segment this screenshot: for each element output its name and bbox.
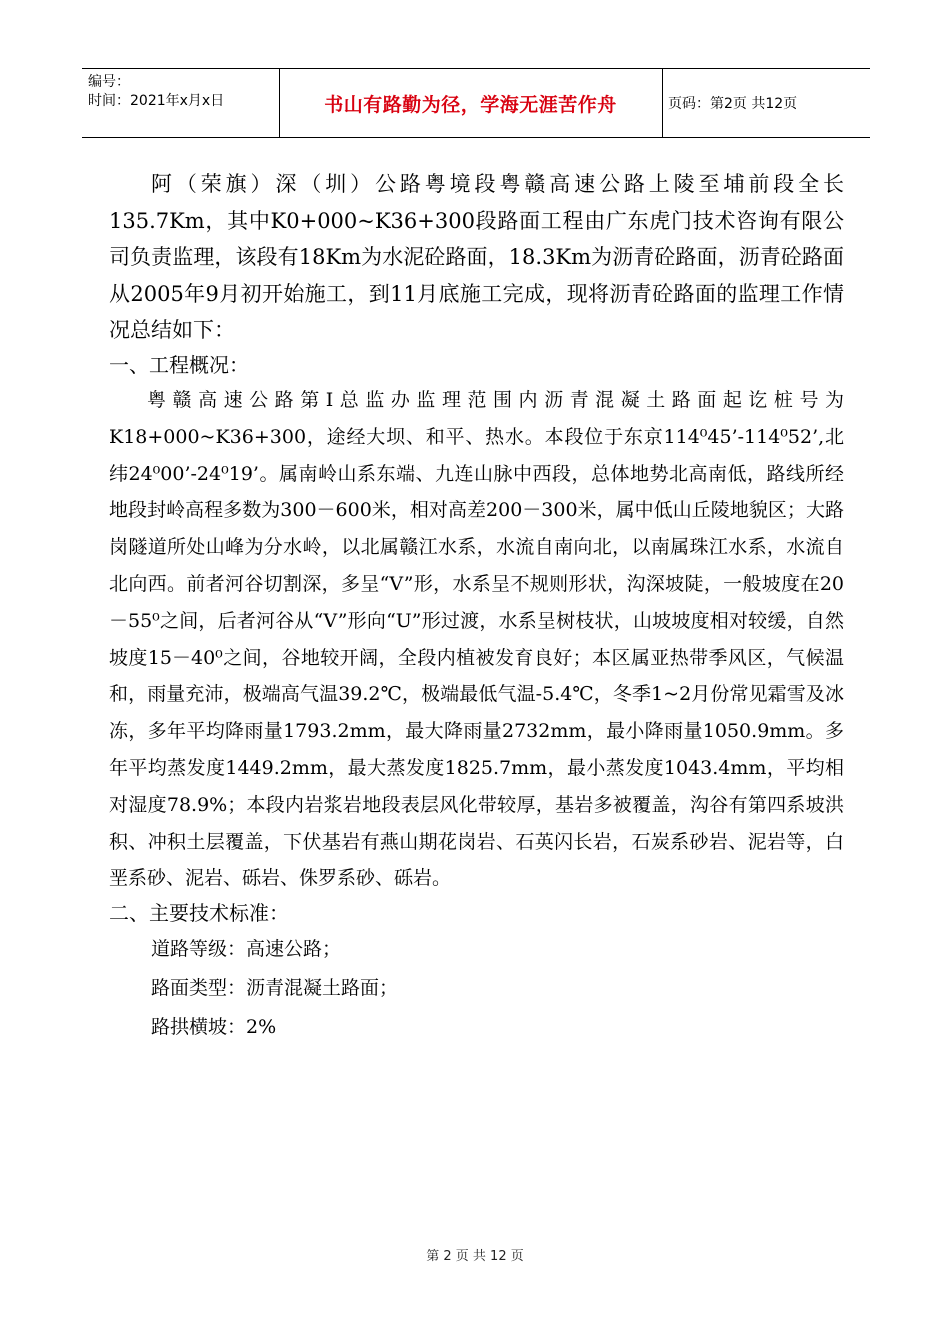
standard-item-road-grade: 道路等级：高速公路； [151, 938, 342, 961]
standard-item-crown-slope: 路拱横坡：2% [151, 1016, 277, 1039]
document-number-label: 编号： [88, 74, 130, 90]
document-body [109, 166, 844, 1047]
header-meta [88, 73, 224, 111]
document-date-label: 时间：2021年x月x日 [88, 93, 225, 109]
section-heading-standards: 二、主要技术标准： [109, 901, 289, 926]
overview-paragraph: 粤赣高速公路第I总监办监理范围内沥青混凝土路面起讫桩号为K18+000~K36+300，途经大坝、和平、热水。本段位于东京114⁰45’-114⁰52’,北纬24⁰00’-24⁰19’。属南岭山系东端、九连山脉中西段，总体地势北高南低，路线所经地段封岭高程多数为300－600米，相对高差200－300米，属中低山丘陵地貌区；大路岗隧道所处山峰为分水岭，以北属赣江水系，水流自南向北，以南属珠江水系，水流自北向西。前者河谷切割深，多呈“V”形，水系呈不规则形状，沟深坡陡，一般坡度在20－55⁰之间，后者河谷从“V”形向“U”形过渡，水系呈树枝状，山坡坡度相对较缓，自然坡度15－40⁰之间，谷地较开阔，全段内植被发育良好；本区属亚热带季风区，气候温和，雨量充沛，极端高气温39.2℃，极端最低气温-5.4℃，冬季1~2月份常见霜雪及冰冻，多年平均降雨量1793.2mm，最大降雨量2732mm，最小降雨量1050.9mm。多年平均蒸发度1449.2mm，最大蒸发度1825.7mm，最小蒸发度1043.4mm，平均相对湿度78.9%；本段内岩浆岩地段表层风化带较厚，基岩多被覆盖，沟谷有第四系坡洪积、冲积土层覆盖，下伏基岩有燕山期花岗岩、石英闪长岩，石炭系砂岩、泥岩等，白垩系砂、泥岩、砾岩、侏罗系砂、砾岩。 [109, 388, 844, 890]
header-motto: 书山有路勤为径，学海无涯苦作舟 [324, 93, 617, 116]
page-footer: 第 2 页 共 12 页 [426, 1249, 524, 1264]
header-divider [662, 69, 663, 137]
section-heading-overview: 一、工程概况： [109, 352, 249, 377]
intro-paragraph: 阿（荣旗）深（圳）公路粤境段粤赣高速公路上陵至埔前段全长135.7Km，其中K0+000~K36+300段路面工程由广东虎门技术咨询有限公司负责监理，该段有18Km为水泥砼路面，18.3Km为沥青砼路面，沥青砼路面从2005年9月初开始施工，到11月底施工完成，现将沥青砼路面的监理工作情况总结如下： [109, 172, 844, 343]
page-header [82, 68, 870, 138]
header-page-label: 页码：第2页 共12页 [668, 96, 798, 112]
standard-item-pavement-type: 路面类型：沥青混凝土路面； [151, 977, 399, 1000]
